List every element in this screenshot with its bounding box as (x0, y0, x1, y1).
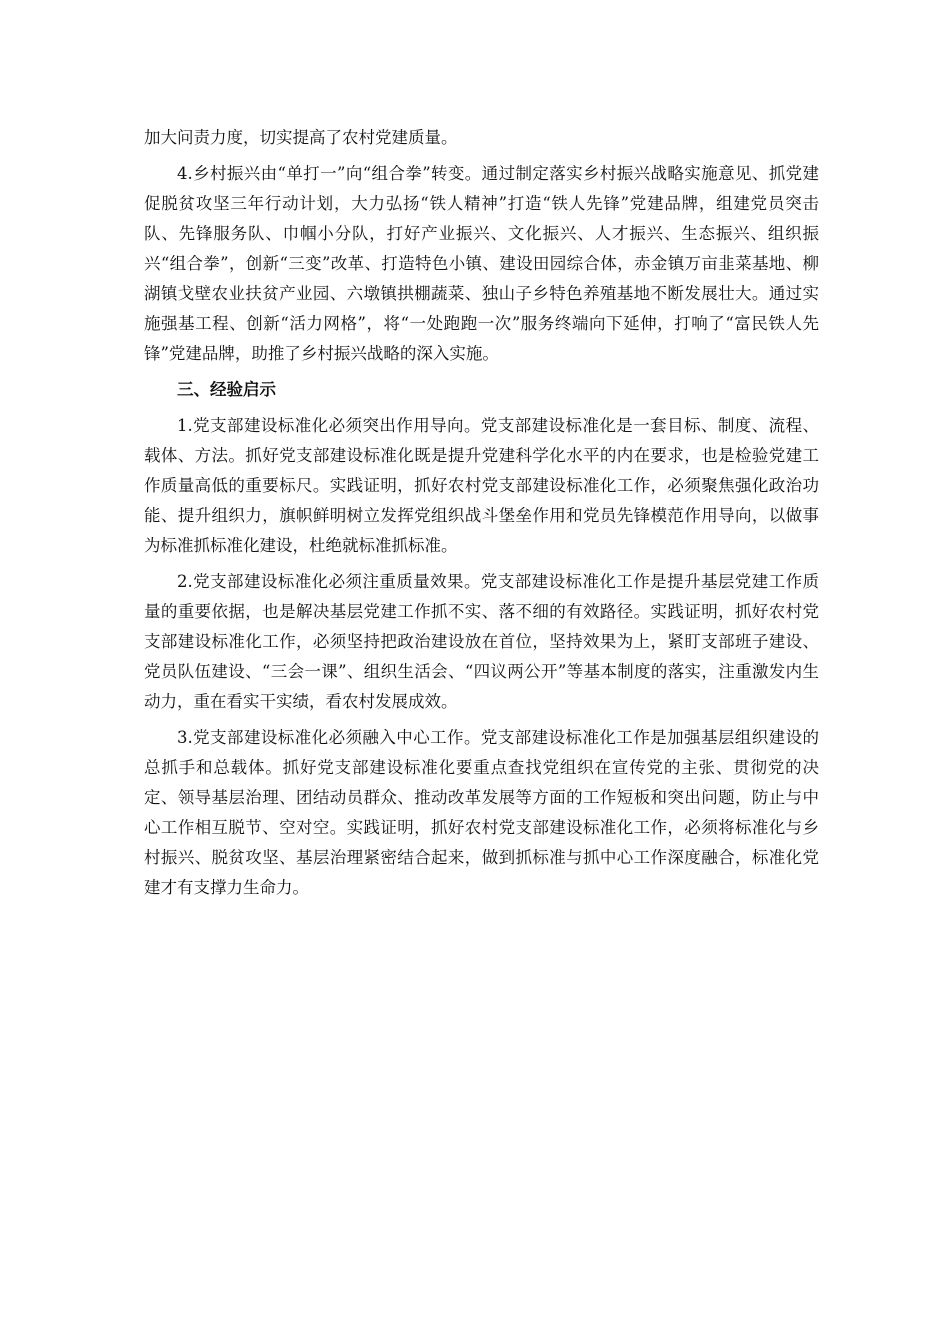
paragraph-experience-2: 2.党支部建设标准化必须注重质量效果。党支部建设标准化工作是提升基层党建工作质量的重要依据，也是解决基层党建工作抓不实、落不细的有效路径。实践证明，抓好农村党支部建设标准化工作，必须坚持把政治建设放在首位，坚持效果为上，紧盯支部班子建设、党员队伍建设、“三会一课”、组织生活会、“四议两公开”等基本制度的落实，注重激发内生动力，重在看实干实绩，看农村发展成效。 (144, 572, 819, 711)
document-body (144, 123, 819, 909)
paragraph-continuation: 加大问责力度，切实提高了农村党建质量。 (144, 128, 458, 147)
paragraph-experience-3: 3.党支部建设标准化必须融入中心工作。党支部建设标准化工作是加强基层组织建设的总抓手和总载体。抓好党支部建设标准化要重点查找党组织在宣传党的主张、贯彻党的决定、领导基层治理、团结动员群众、推动改革发展等方面的工作短板和突出问题，防止与中心工作相互脱节、空对空。实践证明，抓好农村党支部建设标准化工作，必须将标准化与乡村振兴、脱贫攻坚、基层治理紧密结合起来，做到抓标准与抓中心工作深度融合，标准化党建才有支撑力生命力。 (144, 728, 819, 897)
paragraph-experience-1: 1.党支部建设标准化必须突出作用导向。党支部建设标准化是一套目标、制度、流程、载体、方法。抓好党支部建设标准化既是提升党建科学化水平的内在要求，也是检验党建工作质量高低的重要标尺。实践证明，抓好农村党支部建设标准化工作，必须聚焦强化政治功能、提升组织力，旗帜鲜明树立发挥党组织战斗堡垒作用和党员先锋模范作用导向，以做事为标准抓标准化建设，杜绝就标准抓标准。 (144, 416, 819, 555)
section-heading-experience: 三、经验启示 (177, 380, 276, 399)
paragraph-rural-revitalization: 4.乡村振兴由“单打一”向“组合拳”转变。通过制定落实乡村振兴战略实施意见、抓党建促脱贫攻坚三年行动计划，大力弘扬“铁人精神”打造“铁人先锋”党建品牌，组建党员突击队、先锋服务队、巾帼小分队，打好产业振兴、文化振兴、人才振兴、生态振兴、组织振兴“组合拳”，创新“三变”改革、打造特色小镇、建设田园综合体，赤金镇万亩韭菜基地、柳湖镇戈壁农业扶贫产业园、六墩镇拱棚蔬菜、独山子乡特色养殖基地不断发展壮大。通过实施强基工程、创新“活力网格”，将“一处跑跑一次”服务终端向下延伸，打响了“富民铁人先锋”党建品牌，助推了乡村振兴战略的深入实施。 (144, 164, 819, 363)
